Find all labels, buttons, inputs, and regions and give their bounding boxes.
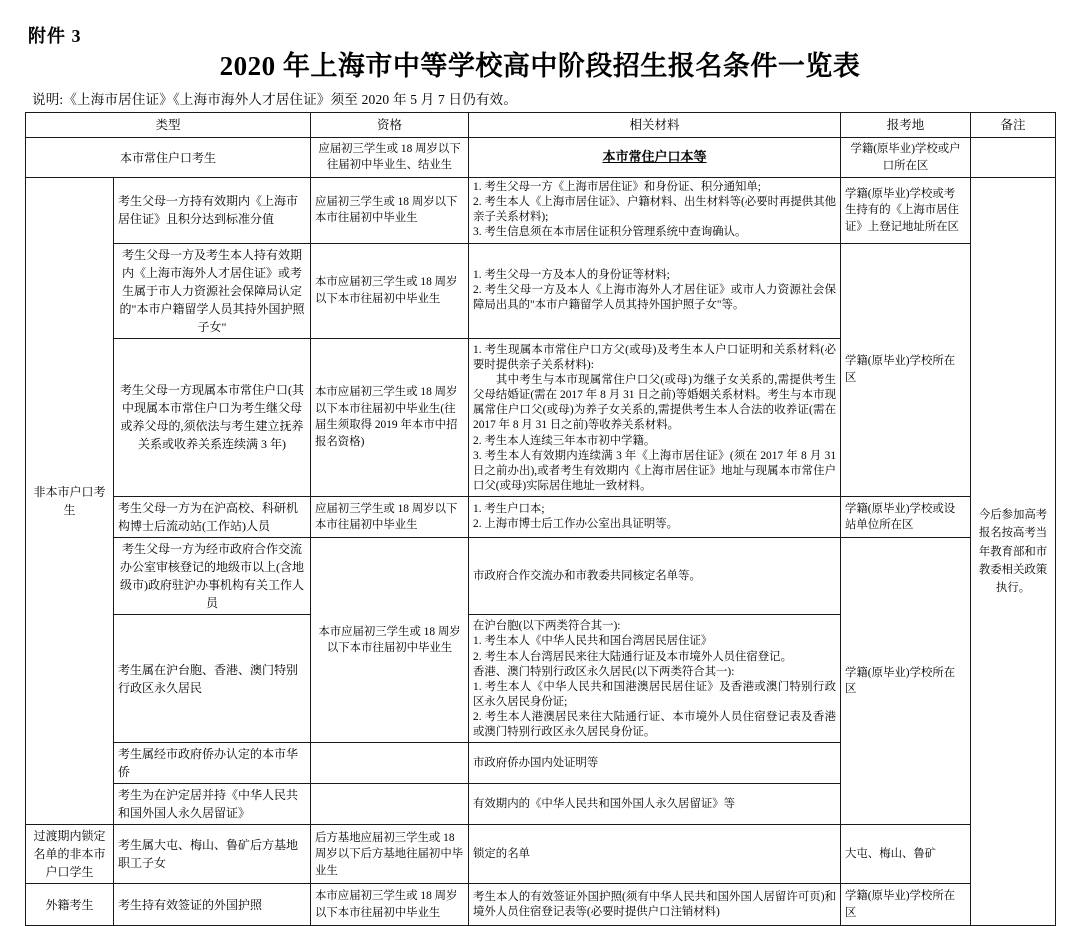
- cell-type: 考生父母一方现属本市常住户口(其中现属本市常住户口为考生继父母或养父母的,须依法与考生建立抚养关系或收养关系连续满 3 年): [114, 338, 311, 497]
- material-line: 2. 考生本人《上海市居住证》、户籍材料、出生材料等(必要时再提供其他亲子关系材料);: [473, 196, 837, 224]
- cell-materials: [469, 784, 841, 825]
- cell-exam-place: 学籍(原毕业)学校或设站单位所在区: [841, 497, 971, 538]
- document-note: 说明:《上海市居住证》《上海市海外人才居住证》须至 2020 年 5 月 7 日仍有效。: [32, 92, 518, 107]
- cell-qualification-transition: 后方基地应届初三学生或 18 周岁以下后方基地往届初中毕业生: [311, 825, 469, 884]
- cell-qualification: 本市应届初三学生或 18 周岁以下本市往届初中毕业生(往届生须取得 2019 年本市中招报名资格): [311, 338, 469, 497]
- cell-exam-place-foreign: 学籍(原毕业)学校所在区: [841, 884, 971, 926]
- material-line: 考生本人的有效签证外国护照(须有中华人民共和国外国人居留许可页)和境外人员住宿登记表等(必要时提供户口注销材料): [473, 890, 837, 918]
- header-materials: 相关材料: [469, 113, 841, 138]
- cell-qualification: 应届初三学生或 18 周岁以下本市往届初中毕业生: [311, 178, 469, 244]
- cell-qualification-local: 应届初三学生或 18 周岁以下往届初中毕业生、结业生: [311, 138, 469, 178]
- material-line: 2. 上海市博士后工作办公室出具证明等。: [473, 518, 679, 531]
- cell-materials: [469, 178, 841, 244]
- cell-type-local: 本市常住户口考生: [26, 138, 311, 178]
- cell-subtype-transition: 考生属大屯、梅山、鲁矿后方基地职工子女: [114, 825, 311, 884]
- table-row: [26, 138, 1056, 178]
- material-line: 2. 考生本人台湾居民来往大陆通行证及本市境外人员住宿登记。: [473, 650, 792, 663]
- header-qualification: 资格: [311, 113, 469, 138]
- table-row: [26, 178, 1056, 244]
- material-line: 1. 考生本人《中华人民共和国港澳居民居住证》及香港或澳门特别行政区永久居民身份证;: [473, 680, 837, 708]
- cell-subtype-foreign: 考生持有效签证的外国护照: [114, 884, 311, 926]
- cell-type: 考生父母一方持有效期内《上海市居住证》且积分达到标准分值: [114, 178, 311, 244]
- cell-qualification: 本市应届初三学生或 18 周岁以下本市往届初中毕业生: [311, 243, 469, 338]
- page-title: 2020 年上海市中等学校高中阶段招生报名条件一览表: [219, 51, 861, 81]
- cell-remarks-local: [971, 138, 1056, 178]
- material-line: 在沪台胞(以下两类符合其一):: [473, 620, 621, 633]
- table-row: [26, 538, 1056, 615]
- cell-type: 考生属在沪台胞、香港、澳门特别行政区永久居民: [114, 615, 311, 743]
- header-exam-place: 报考地: [841, 113, 971, 138]
- cell-type-transition: 过渡期内锁定名单的非本市户口学生: [26, 825, 114, 884]
- cell-type-foreign: 外籍考生: [26, 884, 114, 926]
- cell-qualification: 本市应届初三学生或 18 周岁以下本市往届初中毕业生: [311, 538, 469, 743]
- material-line: 1. 考生现属本市常住户口方父(或母)及考生本人户口证明和关系材料(必要时提供亲子关系材料):: [473, 343, 837, 371]
- cell-type: 考生属经市政府侨办认定的本市华侨: [114, 743, 311, 784]
- cell-materials-transition: [469, 825, 841, 884]
- material-line: 香港、澳门特别行政区永久居民(以下两类符合其一):: [473, 665, 735, 678]
- material-line: 3. 考生信息须在本市居住证积分管理系统中查询确认。: [473, 226, 747, 239]
- material-line: 1. 考生本人《中华人民共和国台湾居民居住证》: [473, 635, 713, 648]
- cell-type: 考生父母一方及考生本人持有效期内《上海市海外人才居住证》或考生属于市人力资源社会保障局认定的"本市户籍留学人员其持外国护照子女": [114, 243, 311, 338]
- material-line: 2. 考生本人港澳居民来往大陆通行证、本市境外人员住宿登记表及香港或澳门特别行政区永久居民身份证。: [473, 711, 837, 739]
- cell-type: 考生为在沪定居并持《中华人民共和国外国人永久居留证》: [114, 784, 311, 825]
- material-line: 有效期内的《中华人民共和国外国人永久居留证》等: [473, 797, 736, 810]
- header-type: 类型: [26, 113, 311, 138]
- cell-group-label-nonlocal: 非本市户口考生: [26, 178, 114, 825]
- table-header-row: [26, 113, 1056, 138]
- cell-qualification-foreign: 本市应届初三学生或 18 周岁以下本市往届初中毕业生: [311, 884, 469, 926]
- cell-exam-place: 学籍(原毕业)学校所在区: [841, 538, 971, 825]
- cell-materials: [469, 497, 841, 538]
- cell-materials: [469, 538, 841, 615]
- cell-type: 考生父母一方为经市政府合作交流办公室审核登记的地级市以上(含地级市)政府驻沪办事机构有关工作人员: [114, 538, 311, 615]
- table-row: [26, 884, 1056, 926]
- material-line: 其中考生与本市现属常住户口父(或母)为继子女关系的,需提供考生父母结婚证(需在 2017 年 8 月 31 日之前)等婚姻关系材料。考生与本市现属常住户口父(或母)为养子女关系的,需提供考生本人合法的收养证(需在 2017 年 8 月 31 日之前)等收养关系材料。: [473, 373, 837, 432]
- cell-materials-foreign: [469, 884, 841, 926]
- material-line: 锁定的名单: [473, 847, 530, 860]
- cell-exam-place-transition: 大屯、梅山、鲁矿: [841, 825, 971, 884]
- material-line: 1. 考生父母一方《上海市居住证》和身份证、积分通知单;: [473, 181, 761, 193]
- cell-exam-place: 学籍(原毕业)学校所在区: [841, 243, 971, 497]
- material-line: 市政府合作交流办和市教委共同核定名单等。: [473, 569, 701, 582]
- cell-materials: [469, 615, 841, 743]
- cell-exam-place-local: 学籍(原毕业)学校或户口所在区: [841, 138, 971, 178]
- cell-exam-place: 学籍(原毕业)学校或考生持有的《上海市居住证》上登记地址所在区: [841, 178, 971, 244]
- cell-materials: [469, 243, 841, 338]
- cell-qualification: 应届初三学生或 18 周岁以下本市往届初中毕业生: [311, 497, 469, 538]
- material-line: 2. 考生本人连续三年本市初中学籍。: [473, 434, 656, 447]
- cell-materials-local: [469, 138, 841, 178]
- material-line: 2. 考生父母一方及本人《上海市海外人才居住证》或市人力资源社会保障局出具的"本市户籍留学人员其持外国护照子女"等。: [473, 284, 837, 312]
- attachment-label: 附件 3: [28, 26, 82, 46]
- table-row: [26, 243, 1056, 338]
- materials-emphasis: 本市常住户口本等: [602, 149, 707, 165]
- cell-remarks-group: 今后参加高考报名按高考当年教育部和市教委相关政策执行。: [971, 178, 1056, 926]
- cell-type: 考生父母一方为在沪高校、科研机构博士后流动站(工作站)人员: [114, 497, 311, 538]
- material-line: 1. 考生户口本;: [473, 503, 545, 516]
- material-line: 3. 考生本人有效期内连续满 3 年《上海市居住证》(须在 2017 年 8 月 31 日之前办出),或者考生有效期内《上海市居住证》地址与现属本市常住户口父(或母)实际居住地址一致材料。: [473, 449, 837, 493]
- table-row: [26, 497, 1056, 538]
- material-line: 1. 考生父母一方及本人的身份证等材料;: [473, 268, 670, 281]
- admission-conditions-table: [25, 112, 1056, 926]
- cell-materials: [469, 743, 841, 784]
- header-remarks: 备注: [971, 113, 1056, 138]
- cell-qualification-empty: [311, 784, 469, 825]
- cell-materials: [469, 338, 841, 497]
- material-line: 市政府侨办国内处证明等: [473, 756, 599, 769]
- cell-qualification-empty: [311, 743, 469, 784]
- table-row: [26, 825, 1056, 884]
